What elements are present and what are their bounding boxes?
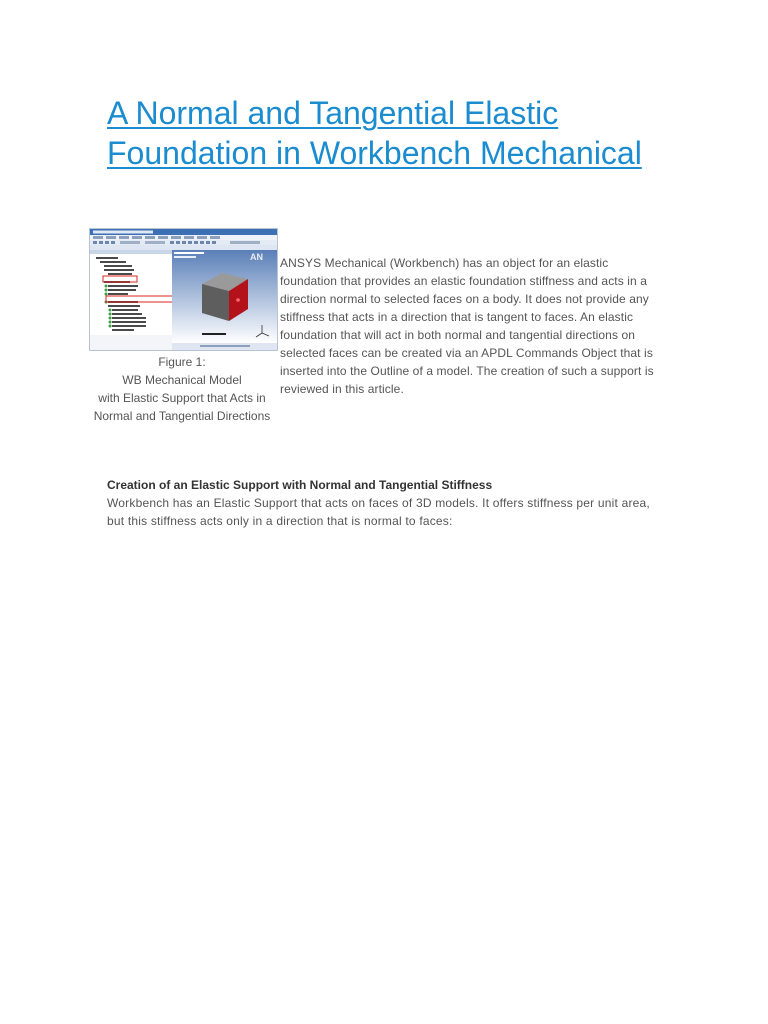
caption-line: Normal and Tangential Directions [93,409,271,423]
figure-screenshot [89,228,278,351]
article-title [107,93,667,173]
article-title-link[interactable]: A Normal and Tangential Elastic Foundation in Workbench Mechanical [107,95,642,171]
figure-caption [84,353,280,425]
workbench-screenshot-icon [90,229,277,350]
svg-text:AN: AN [250,252,263,262]
caption-line: Figure 1: [158,355,206,369]
section-paragraph: Workbench has an Elastic Support that acts on faces of 3D models. It offers stiffness per unit area, but this stiffness acts only in a direction that is normal to faces: [107,496,650,528]
caption-line: with Elastic Support that Acts in [98,391,266,405]
caption-line: WB Mechanical Model [122,373,242,387]
section-heading: Creation of an Elastic Support with Normal and Tangential Stiffness [107,478,493,492]
intro-paragraph: ANSYS Mechanical (Workbench) has an object for an elastic foundation that provides an elastic foundation stiffness and acts in a direction normal to selected faces on a body. It does not provide any stiffness that acts in a direction that is tangent to faces. An elastic foundation that will act in both normal and tangential directions on selected faces can be created via an APDL Commands Object that is inserted into the Outline of a model. The creation of such a support is reviewed in this article. [280,256,654,396]
